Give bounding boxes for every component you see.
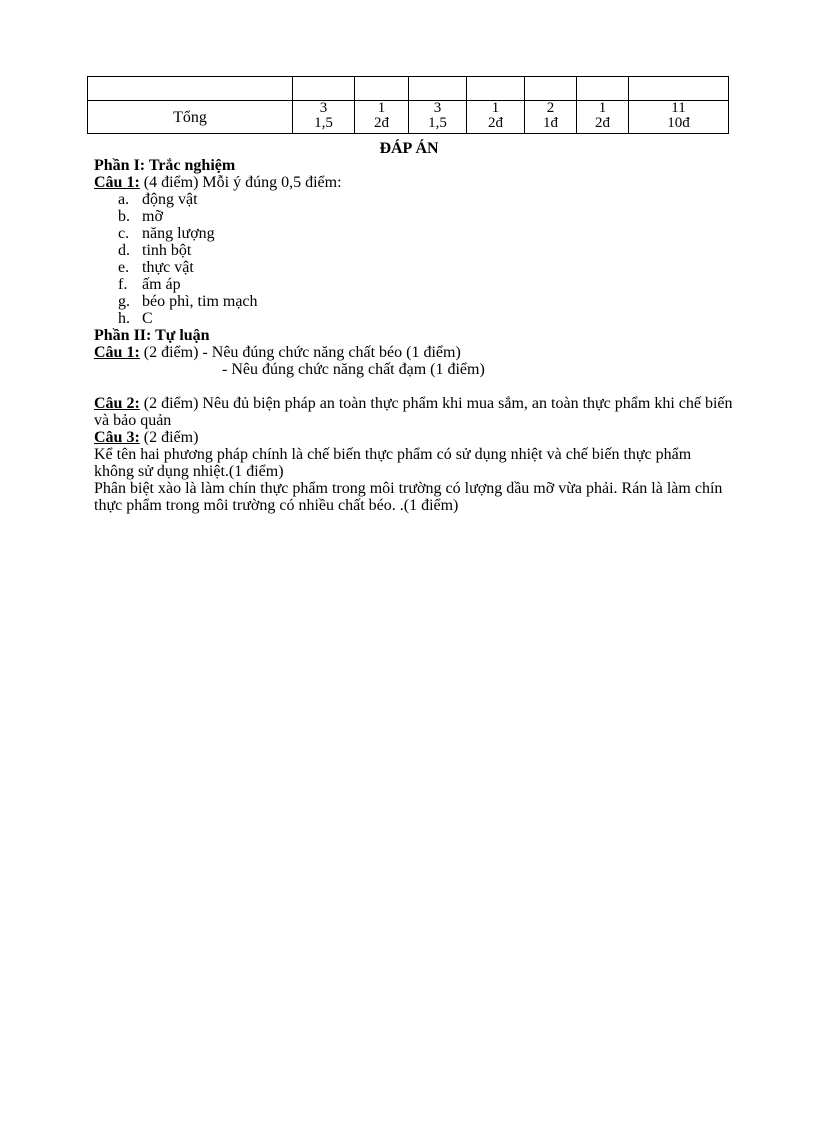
table-row-total	[88, 101, 729, 134]
options-list	[94, 191, 734, 327]
part2-question-1: Câu 1: (2 điểm) - Nêu đúng chức năng chất béo (1 điểm)	[94, 344, 461, 361]
total-label: Tổng	[88, 101, 293, 134]
table-row	[88, 77, 729, 101]
list-item: a. động vật	[118, 191, 198, 208]
list-item: g. béo phì, tim mạch	[118, 293, 258, 310]
answer-title: ĐÁP ÁN	[379, 140, 439, 157]
part1-heading: Phần I: Trắc nghiệm	[94, 157, 236, 174]
total-cell-sum: 11 10đ	[629, 101, 729, 134]
total-cell: 3 1,5	[409, 101, 467, 134]
total-cell: 1 2đ	[577, 101, 629, 134]
list-item: d. tinh bột	[118, 242, 192, 259]
total-cell: 1 2đ	[467, 101, 525, 134]
list-item: f. ấm áp	[118, 276, 181, 293]
total-cell: 2 1đ	[525, 101, 577, 134]
part1-question-1	[94, 174, 734, 191]
part2-heading: Phần II: Tự luận	[94, 327, 210, 344]
part2-question-2: Câu 2: (2 điểm) Nêu đủ biện pháp an toàn thực phẩm khi mua sắm, an toàn thực phẩm khi chế biến và bảo quản	[94, 395, 733, 429]
total-cell: 1 2đ	[355, 101, 409, 134]
part2-question-1-line2: - Nêu đúng chức năng chất đạm (1 điểm)	[222, 361, 485, 378]
answer-key	[94, 140, 734, 514]
part2-question-3-line1: Kể tên hai phương pháp chính là chế biến thực phẩm có sử dụng nhiệt và chế biến thực phẩm không sử dụng nhiệt.(1 điểm)	[94, 446, 692, 480]
score-table	[87, 76, 729, 134]
list-item: c. năng lượng	[118, 225, 215, 242]
list-item: e. thực vật	[118, 259, 194, 276]
list-item: b. mỡ	[118, 208, 163, 225]
part2-question-3: Câu 3: (2 điểm)	[94, 429, 199, 446]
question-text: (4 điểm) Mỗi ý đúng 0,5 điểm:	[139, 174, 342, 191]
list-item: h. C	[118, 310, 153, 327]
total-cell: 3 1,5	[293, 101, 355, 134]
question-label: Câu 1:	[94, 174, 140, 191]
part2-question-3-line2: Phân biệt xào là làm chín thực phẩm trong môi trường có lượng dầu mỡ vừa phải. Rán là làm chín thực phẩm trong môi trường có nhiều chất béo. .(1 điểm)	[94, 480, 723, 514]
